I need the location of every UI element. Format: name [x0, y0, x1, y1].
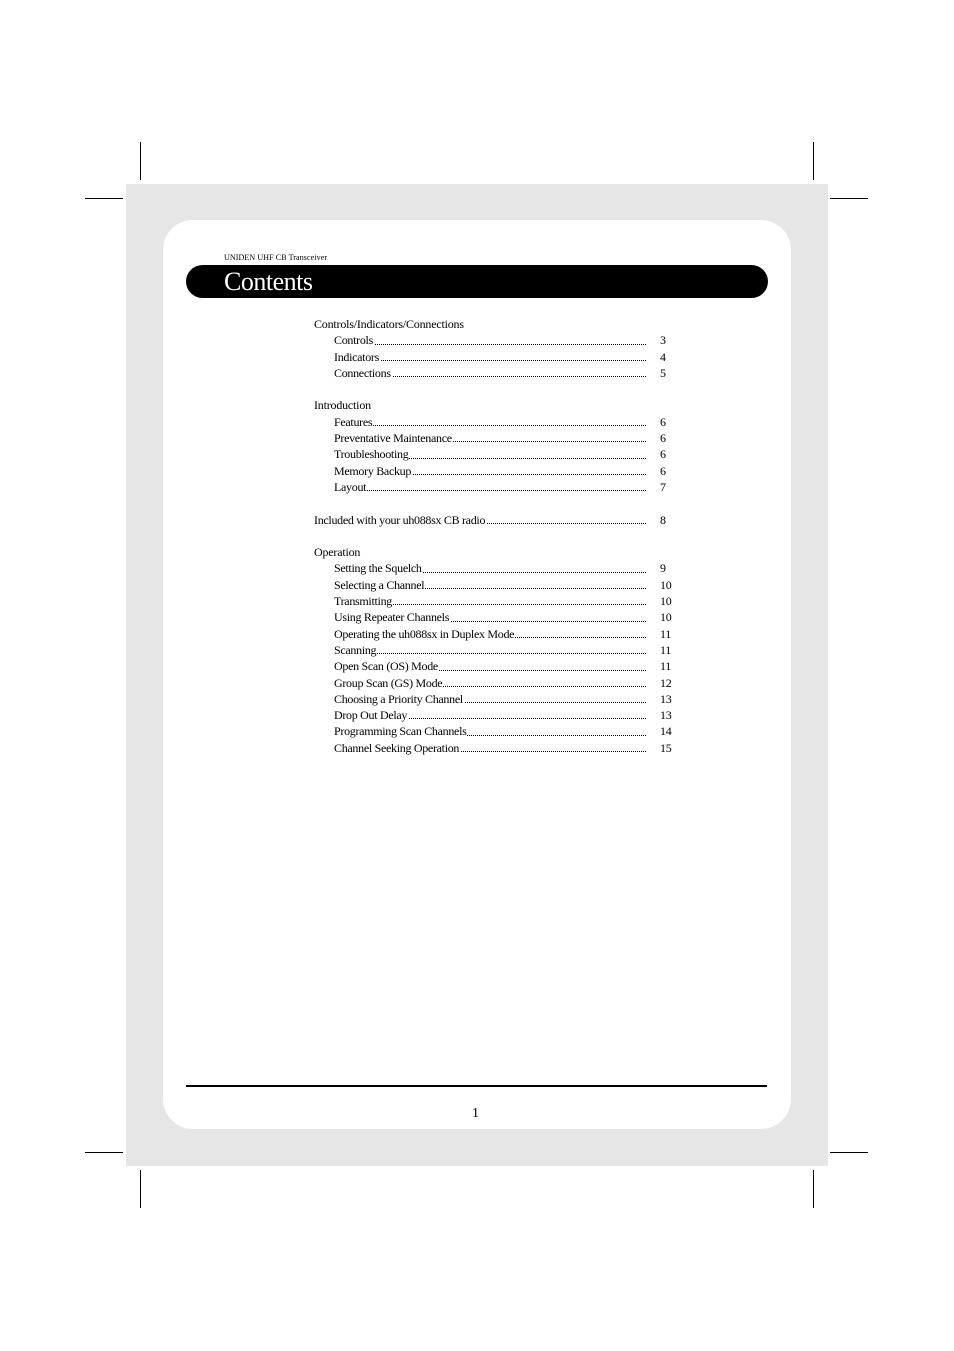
dot-leader	[340, 652, 646, 654]
toc-entry-label: Connections	[334, 365, 391, 380]
toc-entry-label: Using Repeater Channels	[334, 610, 450, 625]
toc-entry-label: Troubleshooting	[334, 447, 409, 462]
toc-page-number: 4	[660, 349, 666, 364]
dot-leader	[340, 359, 646, 361]
toc-entry[interactable]	[314, 512, 684, 528]
toc-entry-label: Layout	[334, 479, 367, 494]
toc-section-title: Introduction	[314, 398, 371, 413]
document-subtitle: UNIDEN UHF CB Transceiver	[224, 253, 328, 262]
toc-entry[interactable]	[314, 560, 684, 576]
dot-leader	[340, 489, 646, 491]
toc-entry[interactable]	[314, 658, 684, 674]
crop-mark	[813, 142, 814, 180]
toc-entry[interactable]	[314, 707, 684, 723]
crop-mark	[85, 198, 123, 199]
title-bar	[186, 265, 768, 298]
crop-mark	[140, 1170, 141, 1208]
toc-page-number: 6	[660, 463, 666, 478]
toc-entry[interactable]	[314, 642, 684, 658]
toc-entry[interactable]	[314, 577, 684, 593]
toc-entry-label: Setting the Squelch	[334, 561, 422, 576]
toc-section-title: Operation	[314, 545, 361, 560]
crop-mark	[830, 1152, 868, 1153]
toc-page-number: 9	[660, 561, 666, 576]
toc-page-number: 15	[660, 740, 672, 755]
toc-page-number: 10	[660, 610, 672, 625]
toc-entry[interactable]	[314, 479, 684, 495]
toc-page-number: 7	[660, 479, 666, 494]
toc-entry[interactable]	[314, 675, 684, 691]
toc-entry-label: Indicators	[334, 349, 379, 364]
toc-entry-label: Group Scan (GS) Mode	[334, 675, 443, 690]
toc-page-number: 11	[660, 659, 671, 674]
crop-mark	[813, 1170, 814, 1208]
toc-entry[interactable]	[314, 740, 684, 756]
toc-page-number: 12	[660, 675, 672, 690]
toc-entry[interactable]	[314, 430, 684, 446]
toc-entry[interactable]	[314, 446, 684, 462]
crop-mark	[140, 142, 141, 180]
toc-entry-label: Included with your uh088sx CB radio	[314, 512, 486, 527]
crop-mark	[830, 198, 868, 199]
page-number: 1	[472, 1106, 479, 1121]
toc-entry[interactable]	[314, 414, 684, 430]
toc-entry-label: Choosing a Priority Channel	[334, 691, 463, 706]
toc-page-number: 8	[660, 512, 666, 527]
toc-entry[interactable]	[314, 593, 684, 609]
toc-entry[interactable]	[314, 365, 684, 381]
toc-entry-label: Preventative Maintenance	[334, 431, 452, 446]
toc-page-number: 10	[660, 594, 672, 609]
crop-mark	[85, 1152, 123, 1153]
toc-page-number: 5	[660, 365, 666, 380]
toc-entry[interactable]	[314, 463, 684, 479]
toc-page-number: 11	[660, 642, 671, 657]
toc-entry-label: Controls	[334, 333, 373, 348]
toc-section-title: Controls/Indicators/Connections	[314, 317, 464, 331]
toc-entry[interactable]	[314, 609, 684, 625]
toc-entry[interactable]	[314, 691, 684, 707]
toc-entry[interactable]	[314, 349, 684, 365]
toc-page-number: 10	[660, 577, 672, 592]
toc-entry-label: Features	[334, 414, 373, 429]
toc-page-number: 3	[660, 333, 666, 348]
footer-rule	[186, 1085, 767, 1087]
toc-entry-label: Memory Backup	[334, 463, 412, 478]
dot-leader	[340, 424, 646, 426]
toc-entry-label: Drop Out Delay	[334, 708, 408, 723]
toc-entry-label: Selecting a Channel	[334, 577, 425, 592]
toc-entry-label: Scanning	[334, 642, 377, 657]
toc-entry[interactable]	[314, 723, 684, 739]
toc-page-number: 6	[660, 414, 666, 429]
toc-entry[interactable]	[314, 626, 684, 642]
toc-page-number: 13	[660, 708, 672, 723]
toc-page-number: 11	[660, 626, 671, 641]
toc-entry-label: Programming Scan Channels	[334, 724, 467, 739]
toc-entry-label: Open Scan (OS) Mode	[334, 659, 438, 674]
dot-leader	[340, 343, 646, 345]
toc-entry[interactable]	[314, 332, 684, 348]
table-of-contents	[314, 316, 684, 756]
toc-page-number: 6	[660, 431, 666, 446]
toc-entry-label: Channel Seeking Operation	[334, 740, 460, 755]
page-title: Contents	[224, 267, 313, 296]
toc-page-number: 14	[660, 724, 672, 739]
toc-page-number: 13	[660, 691, 672, 706]
toc-entry-label: Transmitting	[334, 594, 392, 609]
toc-page-number: 6	[660, 447, 666, 462]
toc-entry-label: Operating the uh088sx in Duplex Mode	[334, 626, 515, 641]
